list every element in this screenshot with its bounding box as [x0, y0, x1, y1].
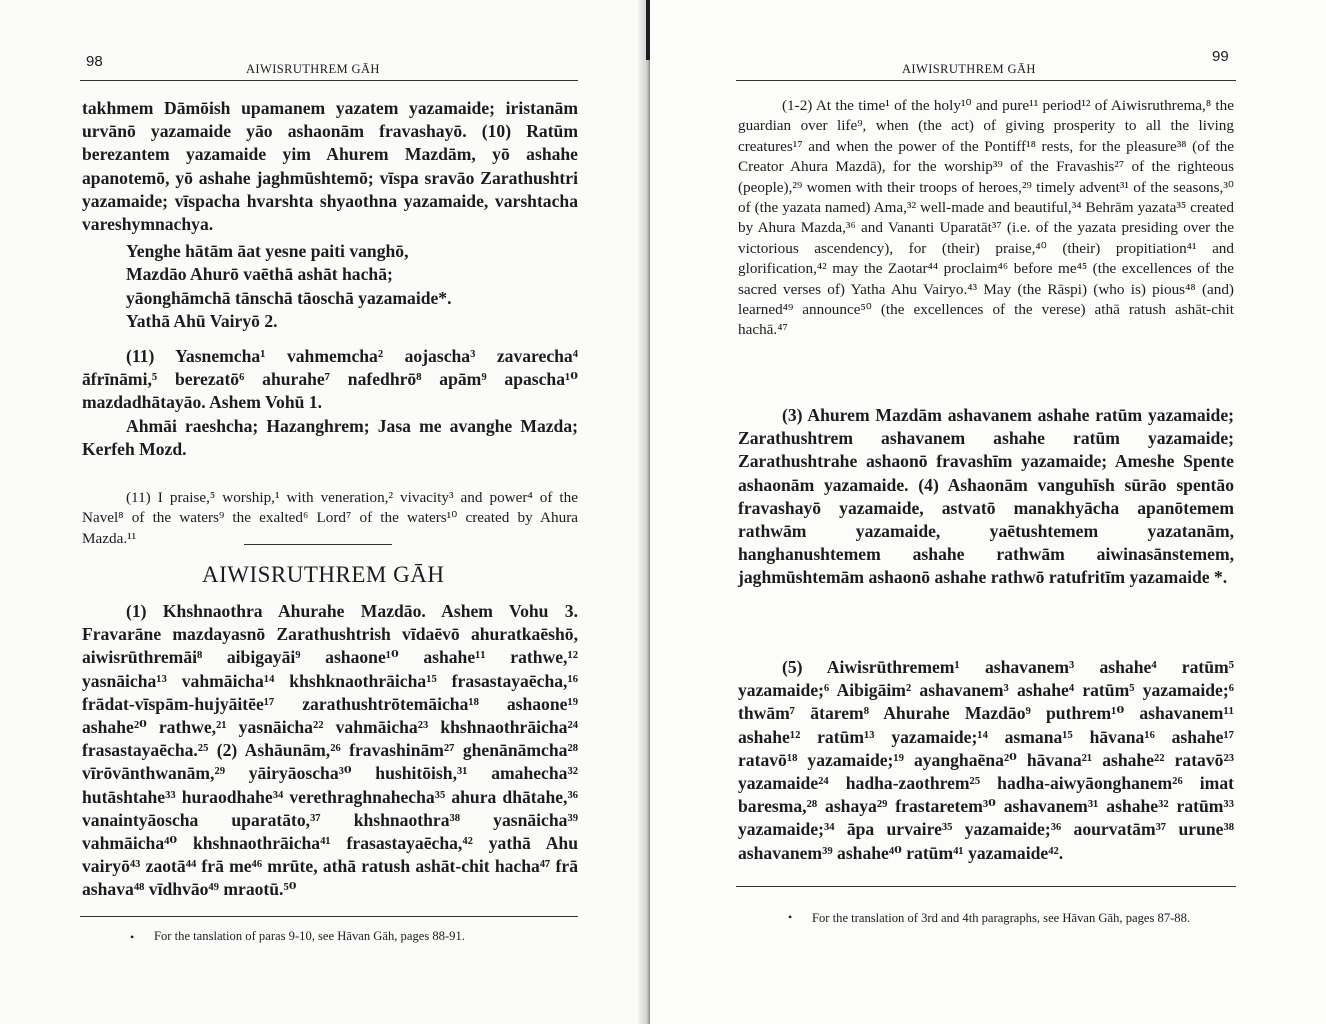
verse-line: Mazdāo Ahurō vaēthā ashāt hachā; — [126, 264, 393, 285]
translation-11: (11) I praise,⁵ worship,¹ with veneration,² vivacity³ and power⁴ of the Navel⁸ of the waters⁹ the exalted⁶ Lord⁷ of the waters¹⁰ created by Ahura Mazda.¹¹ — [82, 489, 578, 547]
para-11: (11) Yasnemcha¹ vahmemcha² aojascha³ zavarecha⁴ āfrīnāmi,⁵ berezatō⁶ ahurahe⁷ nafedhrō⁸ apām⁹ apascha¹⁰ mazdadhātayāo. Ashem Vohū 1. — [82, 346, 578, 413]
running-head: AIWISRUTHREM GĀH — [902, 62, 1036, 76]
footer-rule — [80, 916, 578, 917]
running-head: AIWISRUTHREM GĀH — [246, 62, 380, 76]
para-5-block — [738, 656, 1234, 865]
short-rule — [244, 544, 392, 545]
para-1-2: (1) Khshnaothra Ahurahe Mazdāo. Ashem Vohu 3. Fravarāne mazdayasnō Zarathushtrish vīdaēvō ahuratkaēshō, aiwisrūthremāi⁸ aibigayāi⁹ ashaone¹⁰ ashahe¹¹ rathwe,¹² yasnāicha¹³ vahmāicha¹⁴ khshknaothrāicha¹⁵ frasastayaēcha,¹⁶ frādat-vīspām-hujyāitēe¹⁷ zarathushtrōtemāicha¹⁸ ashaone¹⁹ ashahe²⁰ rathwe,²¹ yasnāicha²² vahmāicha²³ khshnaothrāicha²⁴ frasastayaēcha.²⁵ (2) Ashāunām,²⁶ fravashinām²⁷ ghenānāmcha²⁸ vīrōvānthwanām,²⁹ yāiryāoscha³⁰ hushitōish,³¹ amahecha³² hutāshtahe³³ huraodhahe³⁴ verethraghnahecha³⁵ ahura dhātahe,³⁶ vanaintyāoscha uparatāto,³⁷ khshnaothra³⁸ yasnāicha³⁹ vahmāicha⁴⁰ khshnaothrāicha⁴¹ frasastayaēcha,⁴² yathā Ahu vairyō⁴³ zaotā⁴⁴ frā me⁴⁶ mrūte, athā ratush ashāt-chit hacha⁴⁷ frā ashava⁴⁸ vīdhvāo⁴⁹ mraotū.⁵⁰ — [82, 601, 578, 900]
para-3-4: (3) Ahurem Mazdām ashavanem ashahe ratūm yazamaide; Zarathushtrem ashavanem ashahe ratūm yazamaide; Zarathushtrahe ashaonō fravashīm yazamaide; Ameshe Spente ashaonām yazamaide. (4) Ashaonām vanguhīsh sūrāo spentāo fravashayō yazamaide, astvatō manakhyācha apanōtemem rathwām yazamaide, yaētushtemem yazatanām, hanghanushtemem ashahe rathwām aiwinasānstemem, jaghmūshtemām ashaonō ashahe rathwō ratufritīm yazamaide *. — [738, 405, 1234, 588]
header-rule — [736, 80, 1236, 81]
verse-line: yāonghāmchā tānschā tāoschā yazamaide*. — [126, 287, 452, 308]
footnote-marker: • — [788, 910, 793, 924]
para-3-4-block — [738, 404, 1234, 590]
footnote: For the translation of 3rd and 4th paragraphs, see Hāvan Gāh, pages 87-88. — [812, 911, 1191, 925]
footnote-marker: • — [130, 930, 135, 944]
translation-1-2: (1-2) At the time¹ of the holy¹⁰ and pure¹¹ period¹² of Aiwisruthrema,⁸ the guardian over life⁹, when (the act) of giving prosperity to all the living creatures¹⁷ and when the power of the Pontiff¹⁸ rests, for the pleasure³⁸ (of the Creator Ahura Mazdā), for the worship³⁹ of the Fravashis²⁷ of the righteous (people),²⁹ women with their troops of heroes,²⁹ timely advent³¹ of the seasons,³⁰ of (the yazata named) Ama,³² well-made and beautiful,³⁴ Behrām yazata³⁵ created by Ahura Mazda,³⁶ and Vananti Uparatāt³⁷ (i.e. of the yazata presiding over the victorious ascendency), for (their) praise,⁴⁰ (their) propitiation⁴¹ and glorification,⁴² may the Zaotar⁴⁴ proclaim⁴⁶ before me⁴⁵ (the excellences of the sacred verses of) Yatha Ahu Vairyo.⁴³ May (the Rāspi) (who is) pious⁴⁸ (and) learned⁴⁹ announce⁵⁰ (the excellences of the verese) athā ratush ashāt-chit hachā.⁴⁷ — [738, 97, 1234, 339]
verse-block — [82, 240, 578, 333]
verse-line: Yenghe hātām āat yesne paiti vanghō, — [126, 241, 409, 262]
main-text — [82, 97, 578, 461]
page-number: 98 — [86, 53, 103, 70]
footnote: For the tanslation of paras 9-10, see Hāvan Gāh, pages 88-91. — [154, 929, 465, 943]
para-5: (5) Aiwisrūthremem¹ ashavanem³ ashahe⁴ ratūm⁵ yazamaide;⁶ Aibigāim² ashavanem³ ashahe⁴ ratūm⁵ yazamaide;⁶ thwām⁷ ātarem⁸ Ahurahe Mazdāo⁹ puthrem¹⁰ ashavanem¹¹ ashahe¹² ratūm¹³ yazamaide;¹⁴ asmana¹⁵ hāvana¹⁶ ashahe¹⁷ ratavō¹⁸ yazamaide;¹⁹ ayanghaēna²⁰ hāvana²¹ ashahe²² ratavō²³ yazamaide²⁴ hadha-zaothrem²⁵ hadha-aiwyāonghanem²⁶ imat baresma,²⁸ ashaya²⁹ frastaretem³⁰ ashavanem³¹ ashahe³² ratūm³³ yazamaide;³⁴ āpa urvaire³⁵ yazamaide;³⁶ aourvatām³⁷ urune³⁸ ashavanem³⁹ ashahe⁴⁰ ratūm⁴¹ yazamaide⁴². — [738, 657, 1234, 863]
header-rule — [80, 80, 578, 81]
para-intro: takhmem Dāmōish upamanem yazatem yazamaide; iristanām urvānō yazamaide yāo ashaonām fravashayō. (10) Ratūm berezantem yazamaide yim Ahurem Mazdām, yō ashahe apanotemō, yō ashahe jaghmūshtemō; vīspa sravāo Zarathushtri yazamaide; vīspacha hvarshta shyaothna yazamaide, varshtacha vareshymnachya. — [82, 98, 578, 235]
para-1-2-block — [82, 600, 578, 902]
section-heading: AIWISRUTHREM GĀH — [202, 562, 445, 587]
page-number: 99 — [1212, 48, 1229, 65]
verse-line: Yathā Ahū Vairyō 2. — [126, 310, 278, 331]
footer-rule — [736, 886, 1236, 887]
left-page — [0, 0, 648, 1024]
para-ahmai: Ahmāi raeshcha; Hazanghrem; Jasa me avanghe Mazda; Kerfeh Mozd. — [82, 415, 578, 459]
right-page — [650, 0, 1326, 1024]
